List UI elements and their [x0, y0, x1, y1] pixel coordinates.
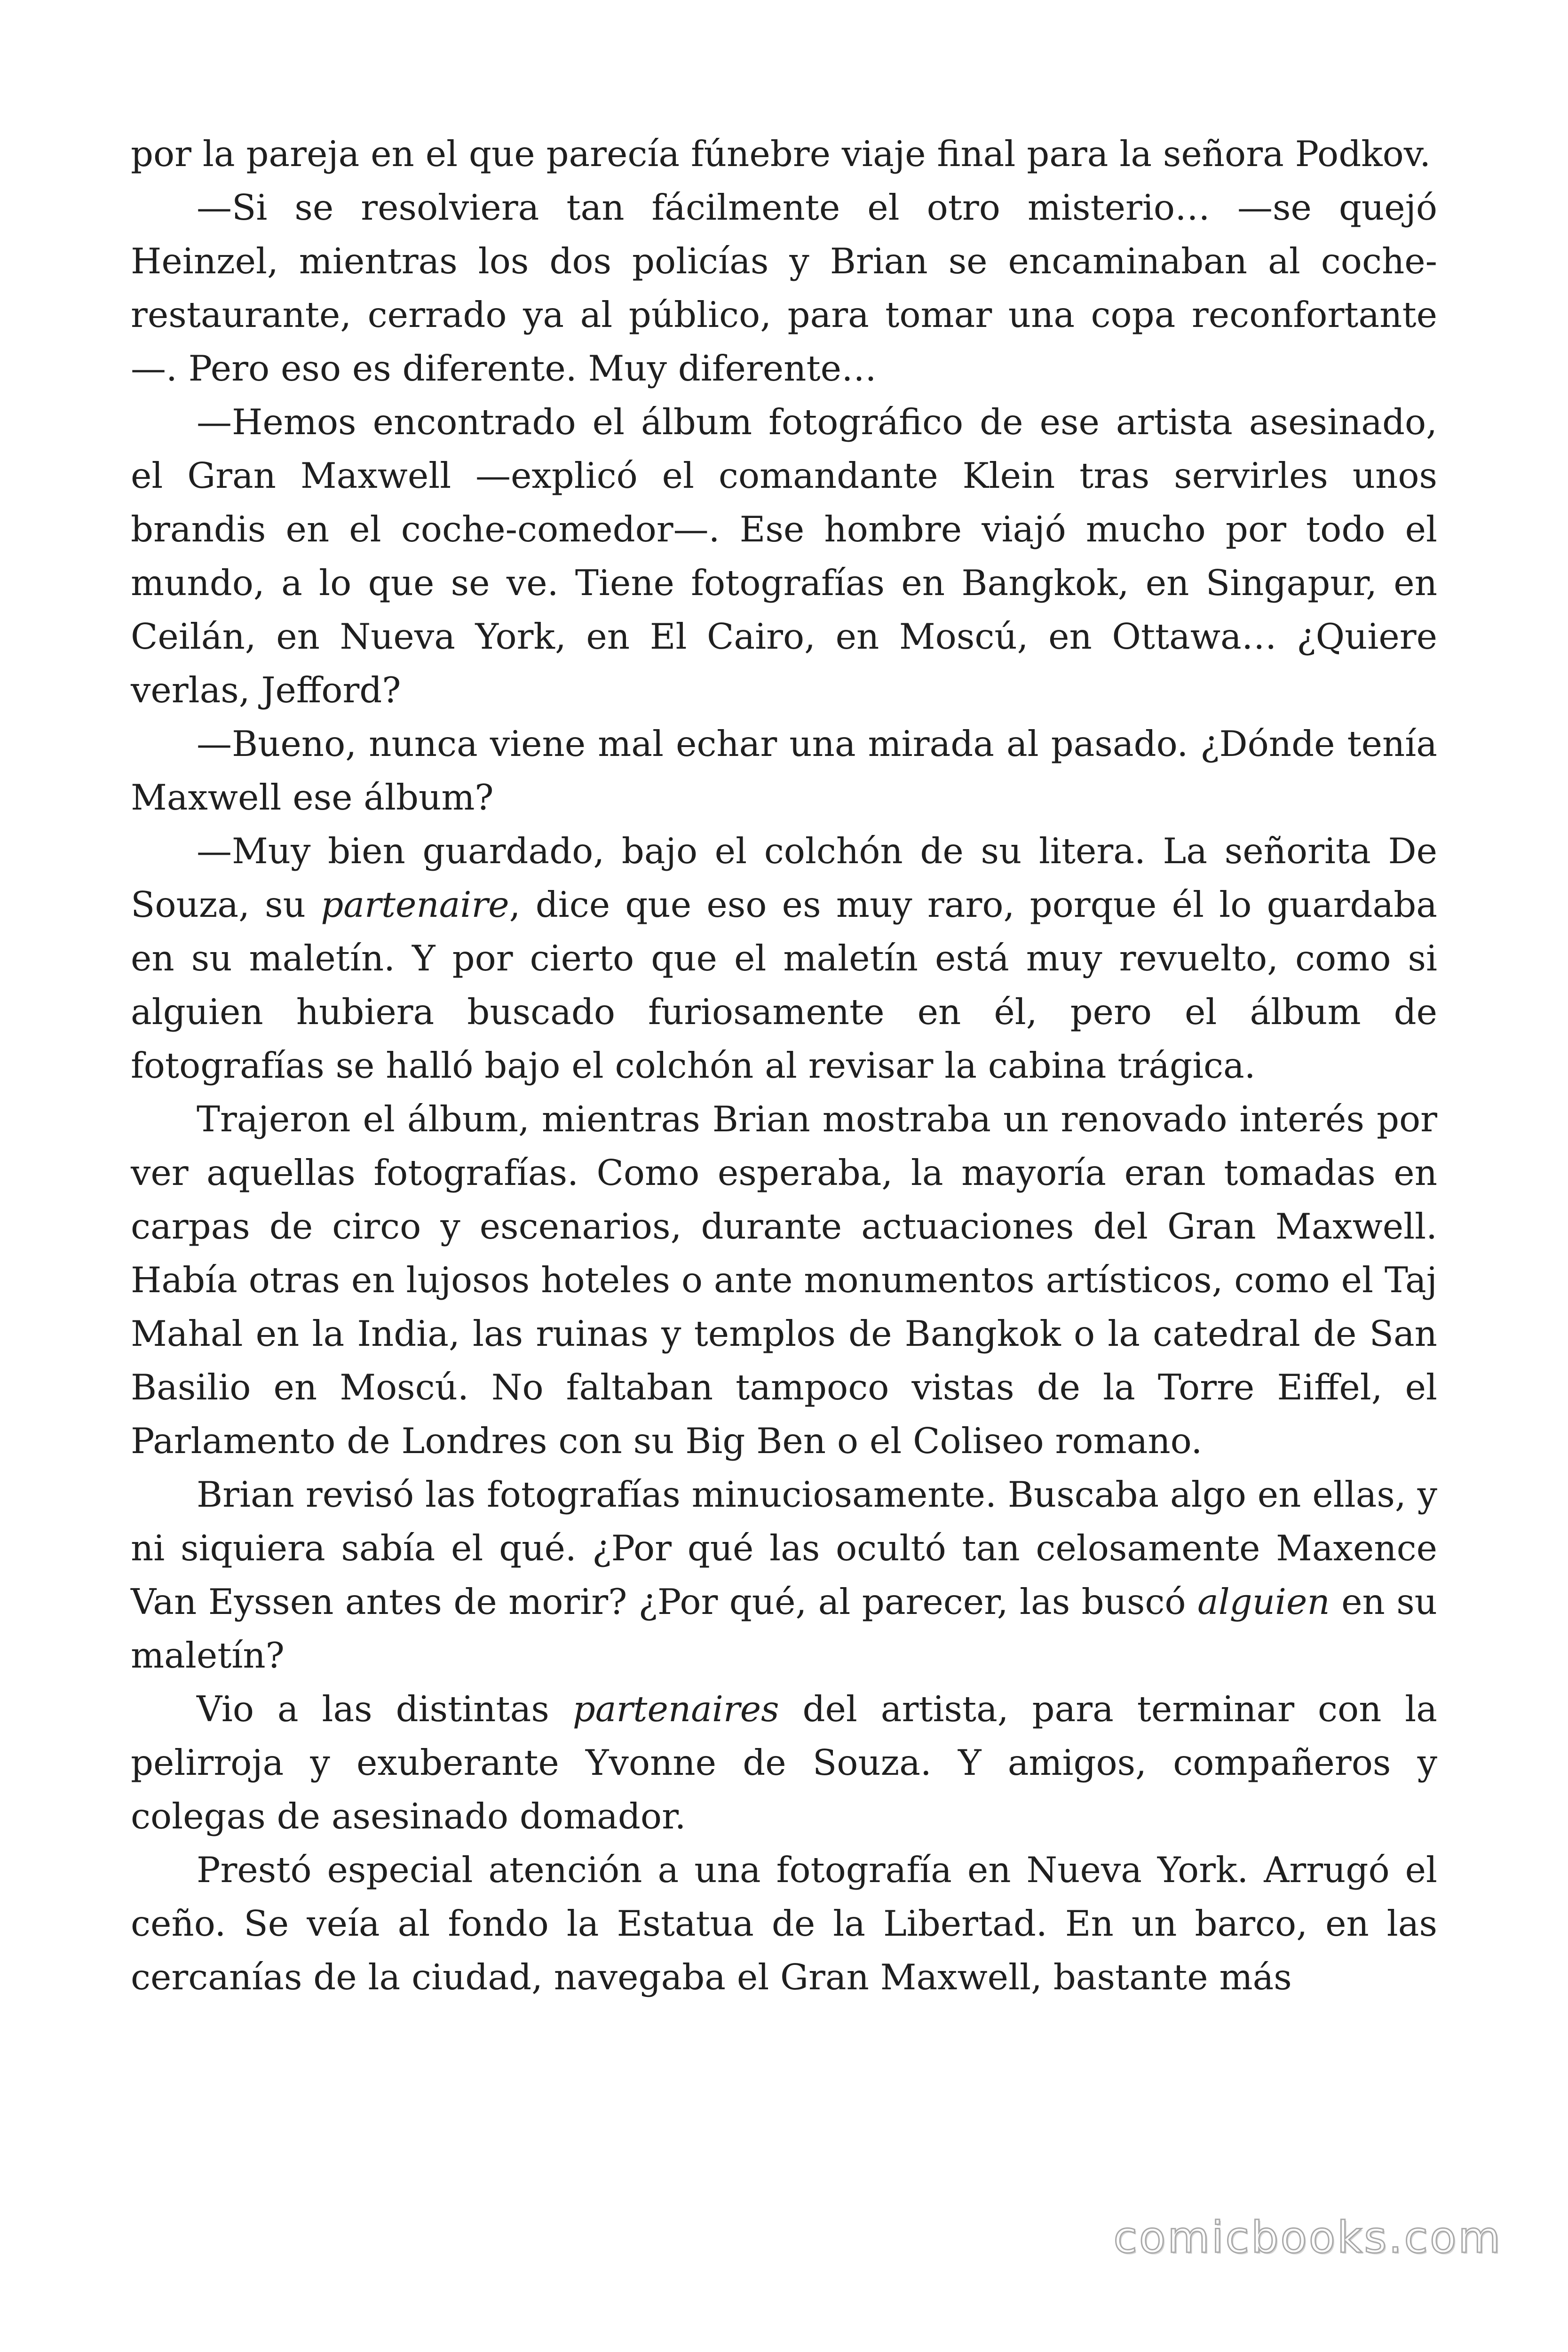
paragraph: [131, 717, 1437, 824]
paragraph: [131, 1468, 1437, 1682]
paragraph: [131, 127, 1437, 181]
text-run: Brian revisó las fotografías minuciosamente. Buscaba algo en ellas, y ni siquiera sabía el qué. ¿Por qué las ocultó tan celosamente Maxence Van Eyssen antes de morir? ¿Por qué, al parecer, las buscó: [131, 1474, 1437, 1622]
text-run: —Hemos encontrado el álbum fotográfico de ese artista asesinado, el Gran Maxwell —explicó el comandante Klein tras servirles unos brandis en el coche-comedor—. Ese hombre viajó mucho por todo el mundo, a lo que se ve. Tiene fotografías en Bangkok, en Singapur, en Ceilán, en Nueva York, en El Cairo, en Moscú, en Ottawa… ¿Quiere verlas, Jefford?: [131, 401, 1437, 711]
text-run: en su maletín?: [131, 1581, 1437, 1676]
paragraph: [131, 1843, 1437, 2004]
text-run: del artista, para terminar con la pelirroja y exuberante Yvonne de Souza. Y amigos, compañeros y colegas de asesinado domador.: [131, 1688, 1437, 1837]
text-run: Trajeron el álbum, mientras Brian mostraba un renovado interés por ver aquellas fotografías. Como esperaba, la mayoría eran tomadas en carpas de circo y escenarios, durante actuaciones del Gran Maxwell. Había otras en lujosos hoteles o ante monumentos artísticos, como el Taj Mahal en la India, las ruinas y templos de Bangkok o la catedral de San Basilio en Moscú. No faltaban tampoco vistas de la Torre Eiffel, el Parlamento de Londres con su Big Ben o el Coliseo romano.: [131, 1098, 1437, 1462]
italic-text-run: alguien: [1197, 1581, 1330, 1622]
page-body-text: [131, 127, 1437, 2004]
text-run: —Si se resolviera tan fácilmente el otro misterio… —se quejó Heinzel, mientras los dos policías y Brian se encaminaban al coche-restaurante, cerrado ya al público, para tomar una copa reconfortante—. Pero eso es diferente. Muy diferente…: [131, 187, 1437, 389]
text-run: —Bueno, nunca viene mal echar una mirada al pasado. ¿Dónde tenía Maxwell ese álbum?: [131, 723, 1437, 818]
paragraph: [131, 1682, 1437, 1843]
text-run: por la pareja en el que parecía fúnebre viaje final para la señora Podkov.: [131, 133, 1431, 175]
text-run: Prestó especial atención a una fotografía en Nueva York. Arrugó el ceño. Se veía al fondo la Estatua de la Libertad. En un barco, en las cercanías de la ciudad, navegaba el Gran Maxwell, bastante más: [131, 1849, 1437, 1998]
paragraph: [131, 181, 1437, 395]
paragraph: [131, 1092, 1437, 1468]
paragraph: [131, 824, 1437, 1092]
italic-text-run: partenaire: [321, 884, 509, 925]
watermark-text: comicbooks.com: [1113, 2212, 1502, 2263]
text-run: , dice que eso es muy raro, porque él lo guardaba en su maletín. Y por cierto que el maletín está muy revuelto, como si alguien hubiera buscado furiosamente en él, pero el álbum de fotografías se halló bajo el colchón al revisar la cabina trágica.: [131, 884, 1437, 1086]
text-run: —Muy bien guardado, bajo el colchón de su litera. La señorita De Souza, su: [131, 830, 1437, 925]
text-run: Vio a las distintas: [197, 1688, 573, 1730]
paragraph: [131, 395, 1437, 717]
italic-text-run: partenaires: [572, 1688, 779, 1730]
